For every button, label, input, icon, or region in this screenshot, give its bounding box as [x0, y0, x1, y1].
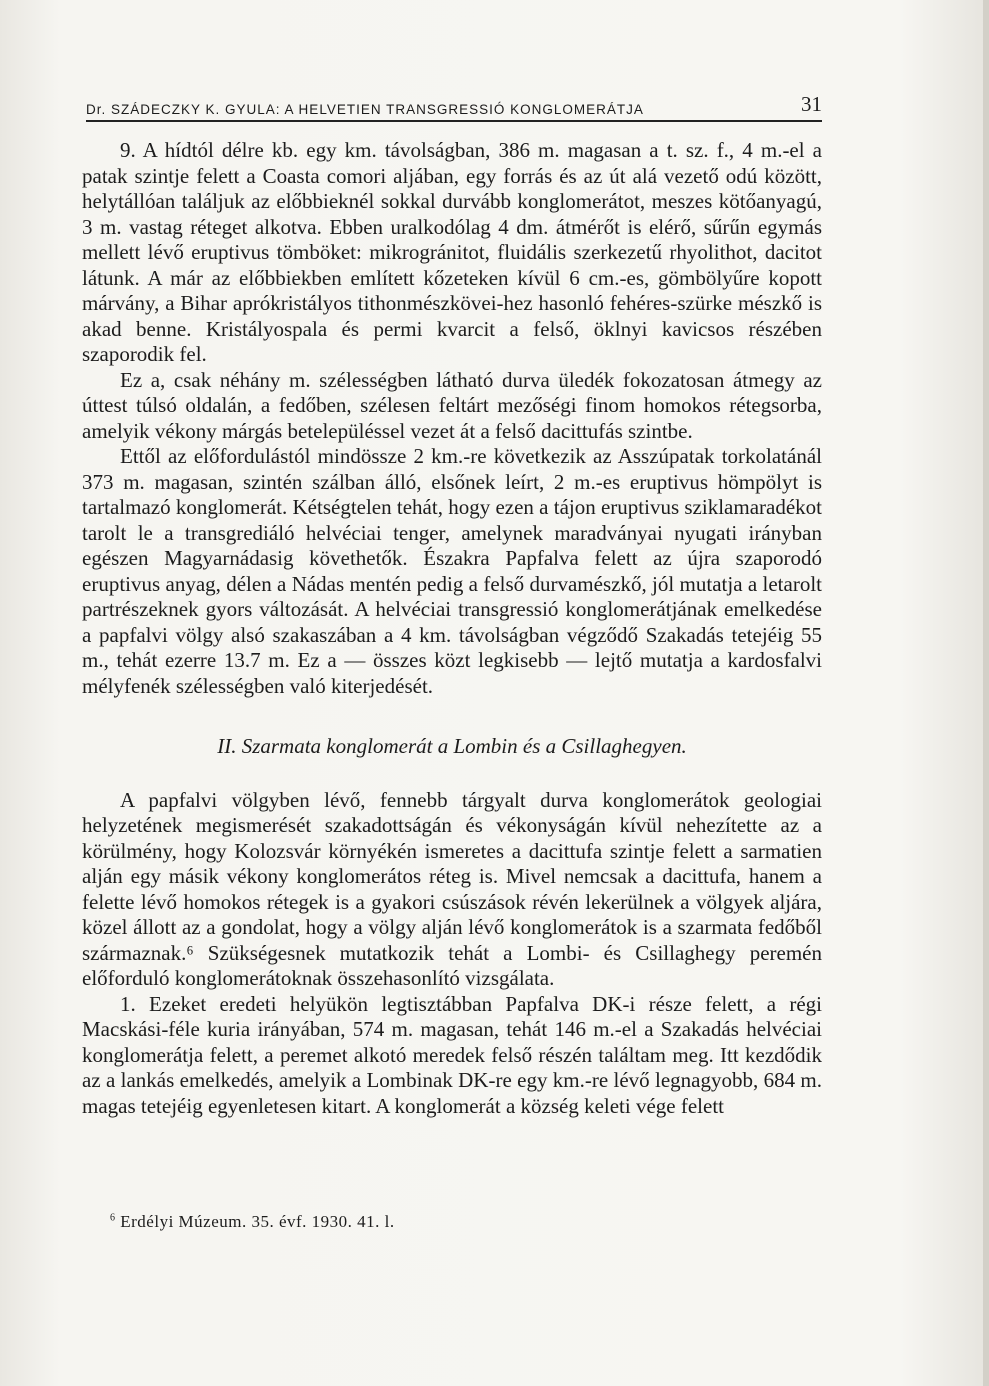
paragraph: A papfalvi völgyben lévő, fennebb tárgyalt durva konglomerátok geologiai helyzetének megismerését szakadottságán és vékonyságán kívül nehezítette az a körülmény, hogy Kolozsvár környékén ismeretes a dacittufa szintje felett a sarmatien alján egy másik vékony konglomerátos réteg is. Mivel nemcsak a dacittufa, hanem a felette lévő homokos rétegek is a gyakori csúszások révén lekerülnek a völgyek aljára, közel állott az a gondolat, hogy a völgy alján lévő konglomerátok is a szarmata fedőből származnak.⁶ Szükségesnek mutatkozik tehát a Lombi- és Csillaghegy peremén előforduló konglomerátoknak összehasonlító vizsgálata.: [82, 787, 822, 990]
footnote: [110, 1212, 395, 1232]
paragraph: Ez a, csak néhány m. szélességben látható durva üledék fokozatosan átmegy az úttest túlsó oldalán, a fedőben, szélesen feltárt mezőségi finom homokos rétegsorba, amelyik vékony márgás betelepüléssel vezet át a felső dacittufás szintbe.: [82, 367, 822, 443]
paragraph-9: 9. A hídtól délre kb. egy km. távolságban, 386 m. magasan a t. sz. f., 4 m.-el a patak szintje felett a Coasta comori aljában, egy forrás és az út alá vezető odú között, helytállóan találjuk az előbbieknél sokkal durvább konglomerátot, meszes kötőanyagú, 3 m. vastag réteget alkotva. Ebben uralkodólag 4 dm. átmérőt is elérő, sűrűn egymás mellett lévő eruptivus tömböket: mikrogránitot, fluidális szerkezetű rhyolithot, dacitot látunk. A már az előbbiekben említett kőzeteken kívül 6 cm.-es, gömbölyűre kopott márvány, a Bihar aprókristályos tithonmészkövei-hez hasonló fehéres-szürke mészkő is akad benne. Kristályospala és permi kvarcit a felső, öklnyi kavicsos részében szaporodik fel.: [82, 138, 822, 366]
page-number: 31: [801, 92, 822, 116]
header-rule: [86, 120, 822, 122]
footnote-text: Erdélyi Múzeum. 35. évf. 1930. 41. l.: [120, 1212, 395, 1231]
paragraph-1: 1. Ezeket eredeti helyükön legtisztábban Papfalva DK-i része felett, a régi Macskási-féle kuria irányában, 574 m. magasan, tehát 146 m.-el a Szakadás helvéciai konglomerátja felett, a peremet alkotó meredek felső részén találtam meg. Itt kezdődik az a lankás emelkedés, amelyik a Lombinak DK-re egy km.-re lévő legnagyobb, 684 m. magas tetejéig egyenletesen kitart. A konglomerát a község keleti vége felett: [82, 991, 822, 1118]
running-title: Dr. SZÁDECZKY K. GYULA: A HELVETIEN TRANSGRESSIÓ KONGLOMERÁTJA: [86, 102, 644, 117]
running-header: [86, 92, 822, 117]
paragraph: Ettől az előfordulástól mindössze 2 km.-re következik az Asszúpatak torkolatánál 373 m. magasan, szintén szálban álló, elsőnek leírt, 2 m.-es eruptivus hömpölyt is tartalmazó konglomerát. Kétségtelen tehát, hogy ezen a tájon eruptivus sziklamaradékot tarolt le a transgrediáló helvéciai tenger, amelynek maradványai nyugati irányban egészen Magyarnádasig követhetők. Északra Papfalva felett az újra szaporodó eruptivus anyag, délen a Nádas mentén pedig a felső durvamészkő, jól mutatja a letarolt partrészeknek gyors változását. A helvéciai transgressió konglomerátjának emelkedése a papfalvi völgy alsó szakaszában a 4 km. távolságban végződő Szakadás tetejéig 55 m., tehát ezerre 13.7 m. Ez a — összes közt legkisebb — lejtő mutatja a kardosfalvi mélyfenék szélességben való kiterjedését.: [82, 444, 822, 698]
footnote-marker: 6: [110, 1212, 116, 1224]
body-text: [82, 138, 822, 1119]
scan-edge: [983, 0, 989, 1386]
section-title: II. Szarmata konglomerát a Lombin és a Csillaghegyen.: [217, 734, 687, 758]
